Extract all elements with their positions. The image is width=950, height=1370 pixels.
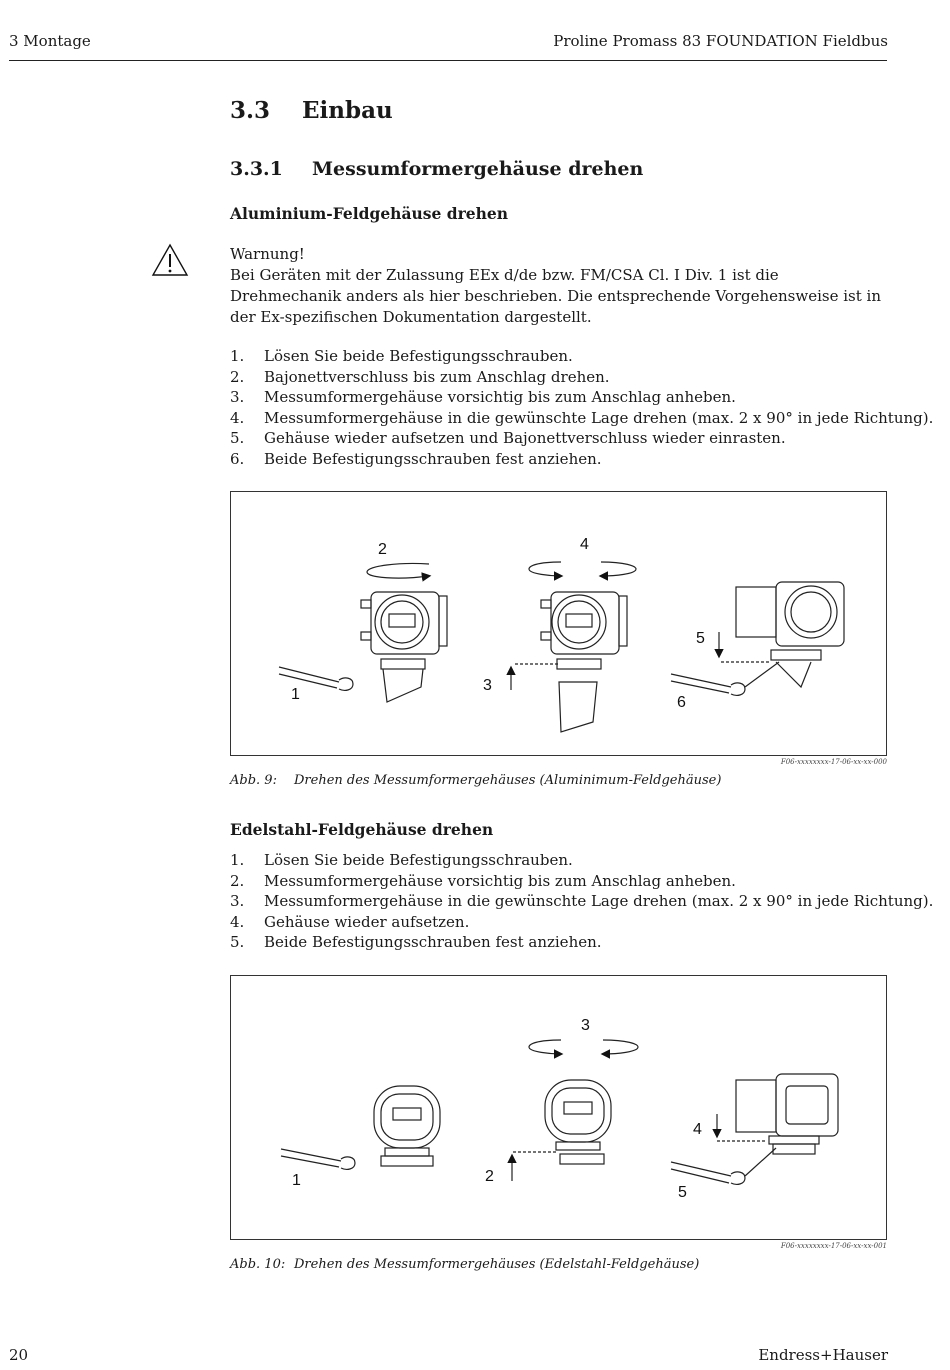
heading-number: 3.3 <box>230 97 271 124</box>
figure-label: 4 <box>693 1121 702 1138</box>
figure-edelstahl-drawing <box>231 976 886 1239</box>
step-number: 1. <box>230 851 245 869</box>
step-text: Lösen Sie beide Befestigungsschrauben. <box>264 851 573 869</box>
step-number: 4. <box>230 912 245 931</box>
figure-label: 5 <box>696 630 705 647</box>
step-number: 1. <box>230 347 245 365</box>
caption-label: Abb. 9: <box>230 773 277 788</box>
aluminium-steps <box>230 346 933 469</box>
step-number: 5. <box>230 933 245 951</box>
list-item <box>230 871 933 892</box>
step-text: Beide Befestigungsschrauben fest anziehen. <box>264 449 602 468</box>
figure-label: 3 <box>483 677 492 694</box>
list-item <box>230 346 933 367</box>
page-number: 20 <box>9 1346 29 1364</box>
step-text: Bajonettverschluss bis zum Anschlag drehen. <box>264 367 610 386</box>
transmitter-drawing <box>541 592 627 732</box>
figure-label: 2 <box>378 541 387 558</box>
warning-title: Warnung! <box>230 245 305 263</box>
heading-gehaeuse-drehen <box>230 158 643 180</box>
step-text: Lösen Sie beide Befestigungsschrauben. <box>264 347 573 365</box>
step-number: 5. <box>230 429 245 447</box>
wrench-drawing <box>281 1149 355 1169</box>
header-rule <box>9 60 887 61</box>
figure-aluminium <box>230 491 887 756</box>
edelstahl-title: Edelstahl-Feldgehäuse drehen <box>230 820 494 839</box>
subheading-number: 3.3.1 <box>230 158 283 180</box>
edelstahl-steps <box>230 850 933 953</box>
figure-edelstahl <box>230 975 887 1240</box>
running-header-section: 3 Montage <box>9 32 91 50</box>
step-text: Messumformergehäuse in die gewünschte Lage drehen (max. 2 x 90° in jede Richtung). <box>264 408 934 427</box>
figure-label: 6 <box>677 694 686 711</box>
step-number: 2. <box>230 871 245 890</box>
wrench-drawing <box>671 1162 745 1184</box>
list-item <box>230 408 933 429</box>
list-item <box>230 387 933 408</box>
warning-text: Bei Geräten mit der Zulassung EEx d/de bzw. FM/CSA Cl. I Div. 1 ist die Drehmechanik anders als hier beschrieben. Die entsprechende Vorgehensweise ist in der Ex-spezifischen Dokumentation dargestellt. <box>230 266 881 326</box>
list-item <box>230 932 933 953</box>
rotation-arrow <box>367 563 429 578</box>
heading-title: Einbau <box>302 97 393 124</box>
rotation-arrow <box>603 1040 638 1054</box>
caption-text: Drehen des Messumformergehäuses (Edelstahl-Feldgehäuse) <box>294 1257 700 1272</box>
figure-label: 5 <box>678 1184 687 1201</box>
aluminium-title: Aluminium-Feldgehäuse drehen <box>230 204 509 223</box>
list-item <box>230 850 933 871</box>
step-text: Messumformergehäuse in die gewünschte Lage drehen (max. 2 x 90° in jede Richtung). <box>264 892 934 910</box>
running-header-product: Proline Promass 83 FOUNDATION Fieldbus <box>553 32 888 50</box>
figure-label: 3 <box>581 1017 590 1034</box>
rotation-arrow <box>529 1040 561 1054</box>
list-item <box>230 428 933 449</box>
step-text: Gehäuse wieder aufsetzen. <box>264 912 470 931</box>
transmitter-drawing <box>374 1086 440 1166</box>
list-item <box>230 367 933 388</box>
list-item <box>230 449 933 470</box>
warning-block <box>230 244 890 328</box>
step-number: 2. <box>230 367 245 386</box>
list-item <box>230 891 933 912</box>
step-text: Messumformergehäuse vorsichtig bis zum Anschlag anheben. <box>264 388 736 406</box>
step-text: Messumformergehäuse vorsichtig bis zum Anschlag anheben. <box>264 871 736 890</box>
caption-label: Abb. 10: <box>230 1257 286 1272</box>
heading-einbau <box>230 97 393 124</box>
rotation-arrow <box>601 562 636 576</box>
step-text: Beide Befestigungsschrauben fest anziehen. <box>264 933 602 951</box>
figure-code: F06-xxxxxxxx-17-06-xx-xx-000 <box>780 758 887 766</box>
step-number: 3. <box>230 892 245 910</box>
subheading-title: Messumformergehäuse drehen <box>312 158 644 180</box>
figure-label: 4 <box>580 536 589 553</box>
rotation-arrow <box>529 562 561 576</box>
step-text: Gehäuse wieder aufsetzen und Bajonettverschluss wieder einrasten. <box>264 429 786 447</box>
wrench-drawing <box>671 674 745 695</box>
figure-label: 2 <box>485 1168 494 1185</box>
figure-aluminium-drawing <box>231 492 886 755</box>
step-number: 4. <box>230 408 245 427</box>
figure-label: 1 <box>292 1172 301 1189</box>
transmitter-drawing <box>736 582 844 687</box>
caption-text: Drehen des Messumformergehäuses (Aluminimum-Feldgehäuse) <box>294 773 722 788</box>
transmitter-drawing <box>736 1074 838 1154</box>
figure-code: F06-xxxxxxxx-17-06-xx-xx-001 <box>780 1242 887 1250</box>
warning-icon <box>151 243 189 277</box>
step-number: 3. <box>230 388 245 406</box>
step-number: 6. <box>230 449 245 468</box>
figure-caption <box>230 773 721 788</box>
transmitter-drawing <box>361 592 447 702</box>
list-item <box>230 912 933 933</box>
figure-caption <box>230 1257 699 1272</box>
brand-name: Endress+Hauser <box>758 1346 888 1364</box>
figure-label: 1 <box>291 686 300 703</box>
